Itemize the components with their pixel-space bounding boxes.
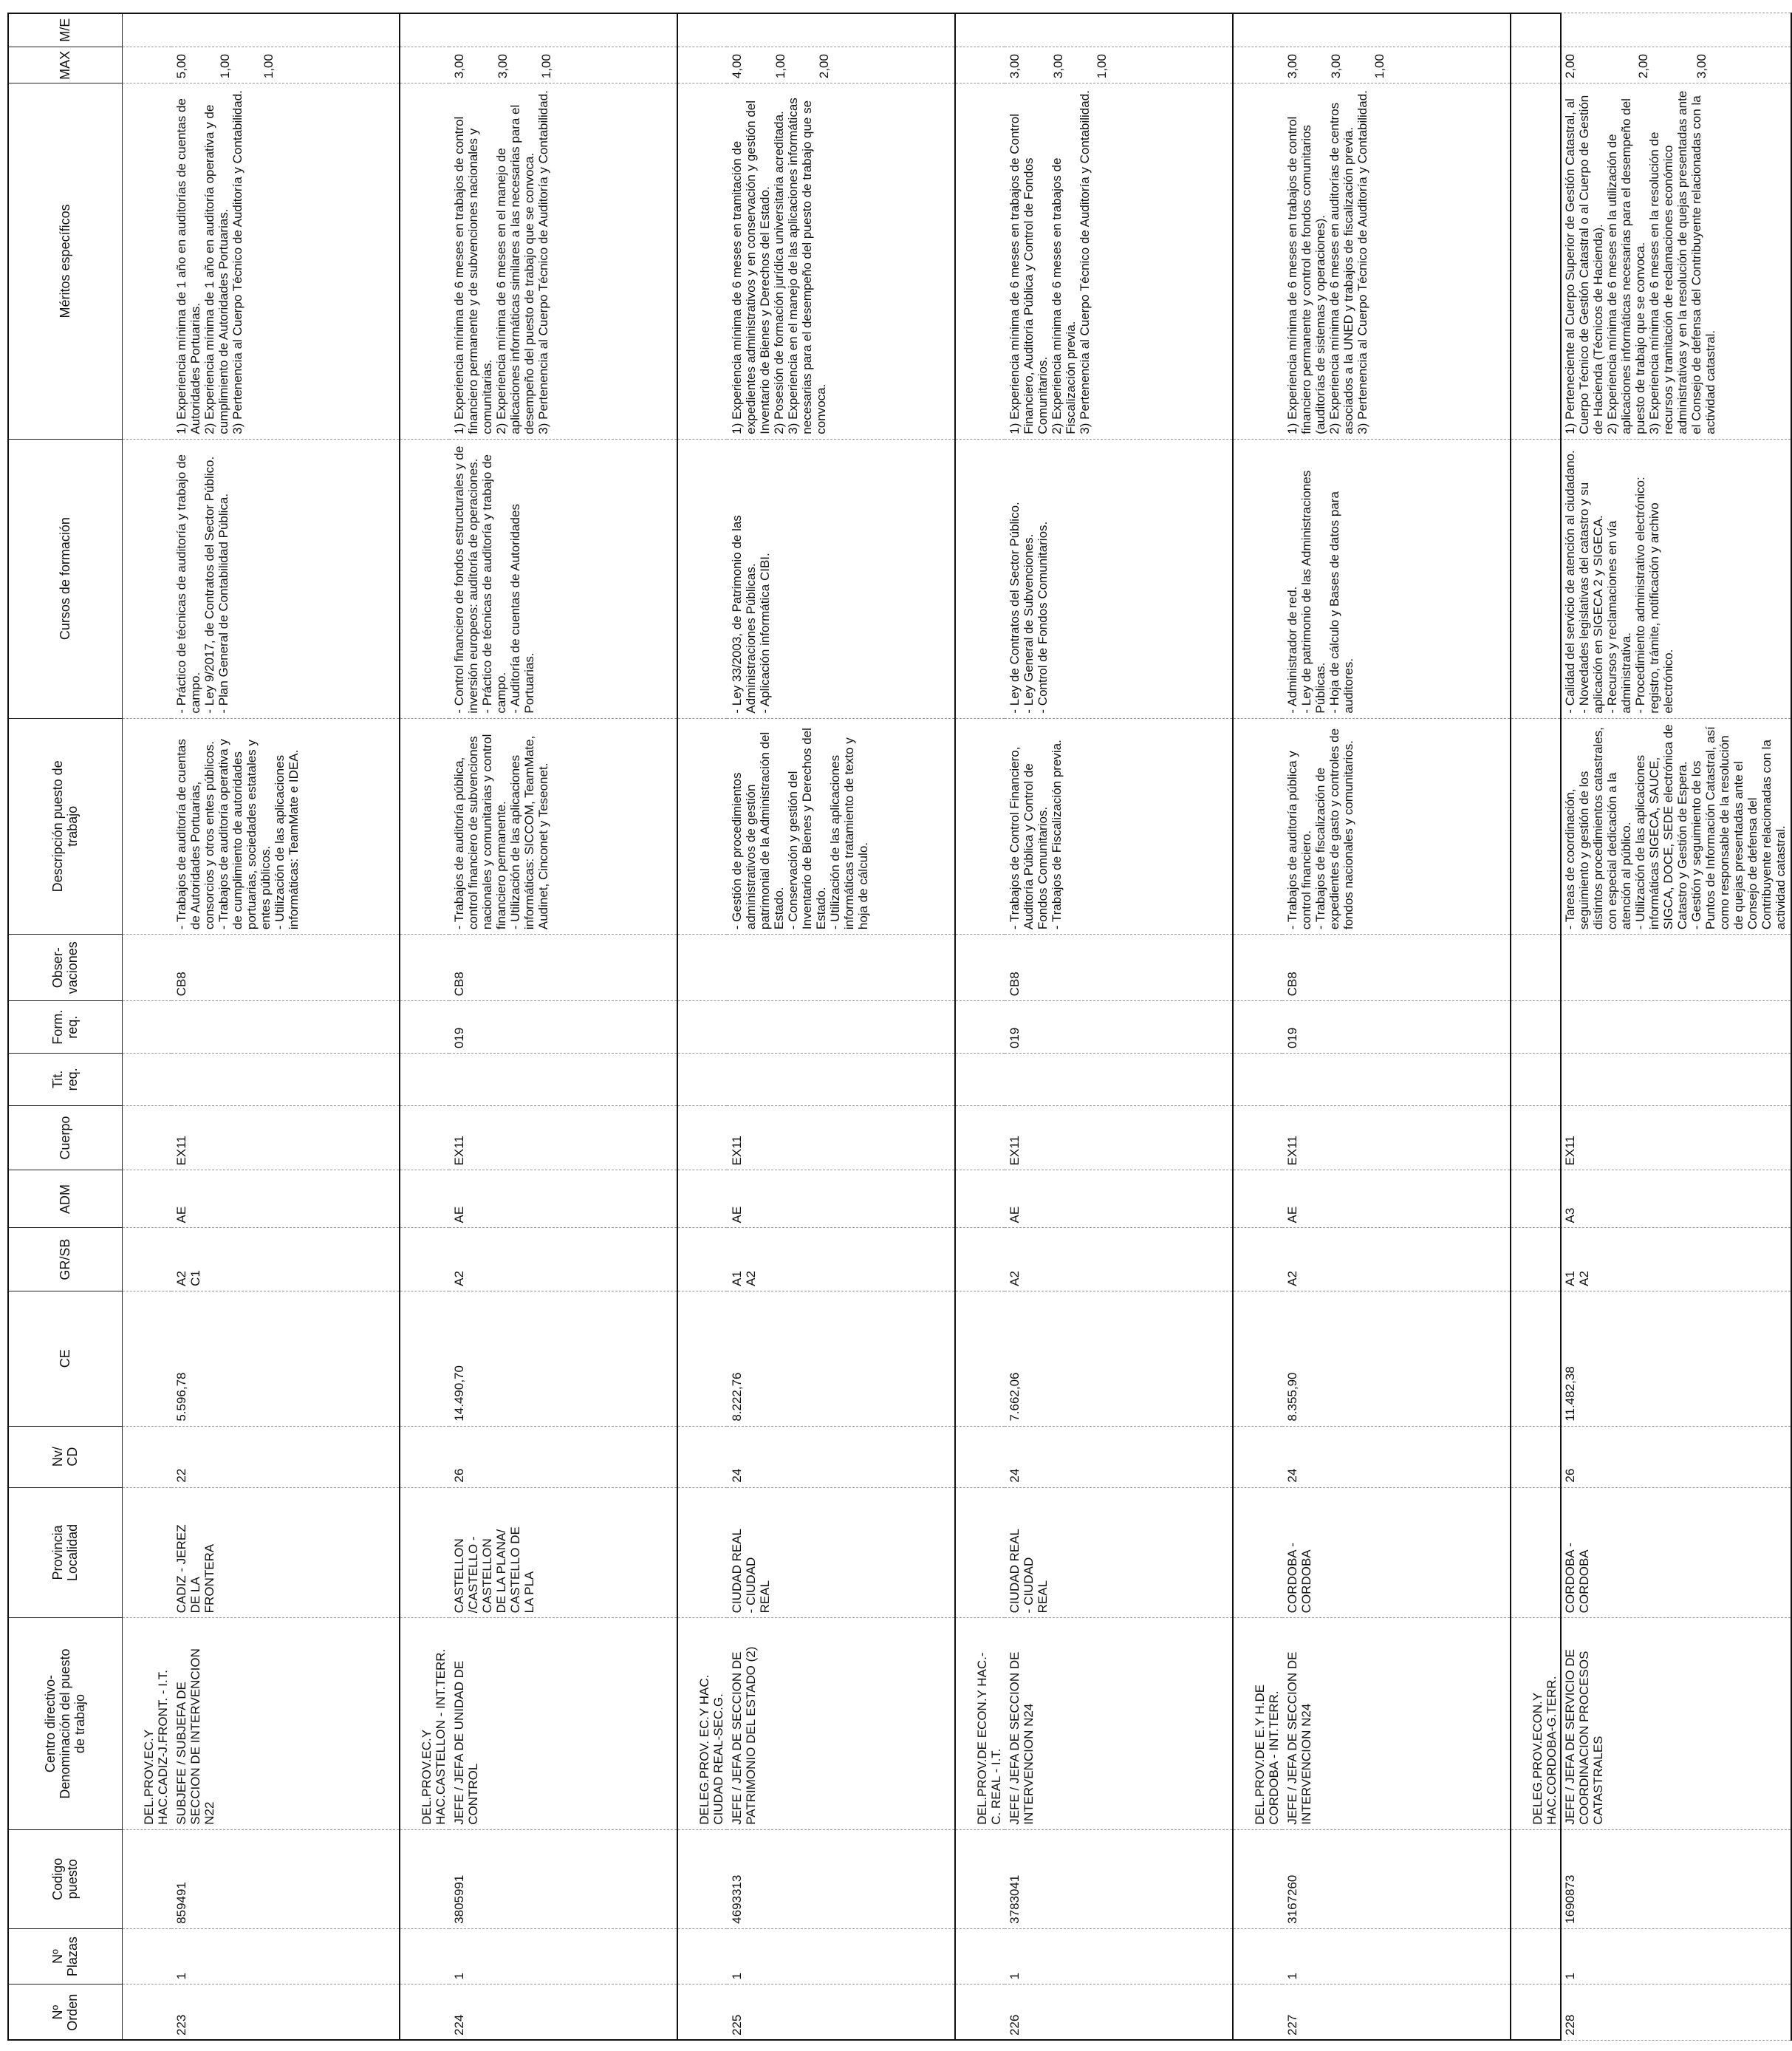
cell-provincia: CADIZ - JEREZ DE LA FRONTERA xyxy=(171,1487,400,1618)
cell-tit xyxy=(1005,1054,1233,1106)
header-meritos: Méritos específicos xyxy=(8,83,123,440)
cell-max xyxy=(1005,47,1233,83)
cell-adm: A3 xyxy=(1560,1170,1791,1228)
cell-cursos: - Control financiero de fondos estructurales y de inversión europeos: auditoría de operaciones. - Práctico de técnicas de auditoría y trabajo de campo. - Auditoría de cuentas de Autoridades Portuarias. xyxy=(449,439,677,718)
cell-plazas: 1 xyxy=(1005,1928,1233,1985)
cell-max xyxy=(727,47,955,83)
cell-nv: 26 xyxy=(1560,1426,1791,1487)
cell-obs: CB8 xyxy=(1005,935,1233,1001)
table-row xyxy=(171,13,400,2041)
cell-description: - Trabajos de auditoría de cuentas de Autoridades Portuarias, consorcios y otros entes públicos. - Trabajos de auditoría operativa y de cumplimiento de autoridades portuarias, sociedades estatales y entes públicos. - Utilización de las aplicaciones informáticas: TeamMate e IDEA. xyxy=(171,718,400,935)
max-value: 3,00 xyxy=(1008,54,1022,79)
cell-meritos: 1) Experiencia mínima de 6 meses en tramitación de expedientes administrativos y en conservación y gestión del Inventario de Bienes y Derechos del Estado. 2) Posesión de formación jurídica universitaria acreditada. 3) Experiencia en el manejo de las aplicaciones informáticas necesarias para el desempeño del puesto de trabajo que se convoca. xyxy=(727,83,955,440)
group-title: DEL.PROV.DE ECON.Y HAC.- C. REAL - I.T. xyxy=(955,1618,1005,1829)
cell-nv: 26 xyxy=(449,1426,677,1487)
header-gr: GR/SB xyxy=(8,1228,123,1291)
cell-plazas: 1 xyxy=(727,1928,955,1985)
cell-tit xyxy=(727,1054,955,1106)
cell-max xyxy=(171,47,400,83)
max-value: 3,00 xyxy=(452,54,466,79)
header-form: Form. req. xyxy=(8,1001,123,1054)
table-row xyxy=(1282,13,1511,2041)
max-value: 4,00 xyxy=(730,54,744,79)
cell-cuerpo: EX11 xyxy=(1005,1105,1233,1170)
group-title-row xyxy=(1511,13,1560,2041)
cell-me xyxy=(171,13,400,47)
cell-meritos: 1) Experiencia mínima de 6 meses en trabajos de Control Financiero, Auditoría Pública y Control de Fondos Comunitarios. 2) Experiencia mínima de 6 meses en trabajos de Fiscalización previa. 3) Pertenencia al Cuerpo Técnico de Auditoría y Contabilidad. xyxy=(1005,83,1233,440)
group-title-row xyxy=(677,13,727,2041)
cell-orden: 227 xyxy=(1282,1985,1511,2041)
cell-plazas: 1 xyxy=(1560,1928,1791,1985)
cell-adm: AE xyxy=(449,1170,677,1228)
cell-form: 019 xyxy=(1005,1001,1233,1054)
cell-me xyxy=(449,13,677,47)
header-obs: Obser- vaciones xyxy=(8,935,123,1001)
cell-obs: CB8 xyxy=(449,935,677,1001)
cell-codigo: 4693313 xyxy=(727,1829,955,1928)
cell-centro: JEFE / JEFA DE SECCION DE INTERVENCION N24 xyxy=(1282,1618,1511,1829)
cell-nv: 24 xyxy=(1005,1426,1233,1487)
cell-me xyxy=(1282,13,1511,47)
header-ce: CE xyxy=(8,1291,123,1426)
header-max: MAX xyxy=(8,47,123,83)
group-title: DELEG.PROV.ECON.Y HAC.CORDOBA-G.TERR. xyxy=(1511,1618,1560,1829)
cell-nv: 24 xyxy=(727,1426,955,1487)
cell-orden: 225 xyxy=(727,1985,955,2041)
cell-provincia: CORDOBA - CORDOBA xyxy=(1282,1487,1511,1618)
cell-ce: 5.596,78 xyxy=(171,1291,400,1426)
cell-meritos: 1) Perteneciente al Cuerpo Superior de Gestión Catastral, al Cuerpo Técnico de Gestión Catastral o al Cuerpo de Gestión de Hacienda (Técnicos de Hacienda). 2) Experiencia mínima de 6 meses en la utilización de aplicaciones informáticas necesarias para el desempeño del puesto de trabajo que se convoca. 3) Experiencia mínima de 6 meses en la resolución de recursos y tramitación de reclamaciones económico administrativas y en la resolución de quejas presentadas ante el Consejo de defensa del Contribuyente relacionadas con la actividad catastral. xyxy=(1560,83,1791,440)
cell-me xyxy=(1560,13,1791,47)
header-adm: ADM xyxy=(8,1170,123,1228)
cell-tit xyxy=(1560,1054,1791,1106)
cell-orden: 223 xyxy=(171,1985,400,2041)
cell-adm: AE xyxy=(727,1170,955,1228)
cell-provincia: CORDOBA - CORDOBA xyxy=(1560,1487,1791,1618)
cell-obs xyxy=(1560,935,1791,1001)
cell-codigo: 3783041 xyxy=(1005,1829,1233,1928)
cell-gr: A2 C1 xyxy=(171,1228,400,1291)
cell-cursos: - Ley 33/2003, de Patrimonio de las Administraciones Públicas. - Aplicación informática CIBI. xyxy=(727,439,955,718)
table-row xyxy=(727,13,955,2041)
header-cuerpo: Cuerpo xyxy=(8,1105,123,1170)
max-value: 3,00 xyxy=(1051,54,1065,79)
cell-ce: 8.222,76 xyxy=(727,1291,955,1426)
max-value: 2,00 xyxy=(817,54,831,79)
cell-me xyxy=(727,13,955,47)
cell-obs: CB8 xyxy=(171,935,400,1001)
cell-form xyxy=(171,1001,400,1054)
group-title: DELEG.PROV. EC.Y HAC. CIUDAD REAL-SEC.G. xyxy=(677,1618,727,1829)
header-row xyxy=(8,13,123,2041)
cell-tit xyxy=(1282,1054,1511,1106)
group-title: DEL.PROV.EC.Y HAC.CADIZ-J.FRONT. - I.T. xyxy=(123,1618,172,1829)
table-row xyxy=(449,13,677,2041)
cell-cuerpo: EX11 xyxy=(727,1105,955,1170)
cell-cursos: - Calidad del servicio de atención al ciudadano. - Novedades legislativas del catastro y su aplicación en SIGECA 2 y SIGECA. - Recursos y reclamaciones en vía administrativa. - Procedimiento administrativo electrónico: registro, trámite, notificación y archivo electrónico. xyxy=(1560,439,1791,718)
cell-max xyxy=(1560,47,1791,83)
cell-orden: 226 xyxy=(1005,1985,1233,2041)
cell-centro: JEFE / JEFA DE UNIDAD DE CONTROL xyxy=(449,1618,677,1829)
cell-cuerpo: EX11 xyxy=(1282,1105,1511,1170)
group-title: DEL.PROV.EC.Y HAC.CASTELLON - INT.TERR. xyxy=(400,1618,449,1829)
header-nv: Nv/ CD xyxy=(8,1426,123,1487)
cell-gr: A2 xyxy=(1005,1228,1233,1291)
cell-centro: JEFE / JEFA DE SERVICIO DE COORDINACION PROCESOS CATASTRALES xyxy=(1560,1618,1791,1829)
cell-meritos: 1) Experiencia mínima de 6 meses en trabajos de control financiero permanente y de subvenciones nacionales y comunitarias. 2) Experiencia mínima de 6 meses en el manejo de aplicaciones informáticas similares a las necesarias para el desempeño del puesto de trabajo que se convoca. 3) Pertenencia al Cuerpo Técnico de Auditoría y Contabilidad. xyxy=(449,83,677,440)
cell-description: - Trabajos de auditoría pública y control financiero. - Trabajos de fiscalización de expedientes de gasto y controles de fondos nacionales y comunitarios. xyxy=(1282,718,1511,935)
cell-form xyxy=(1560,1001,1791,1054)
table-body xyxy=(123,13,1792,2041)
cell-codigo: 3167260 xyxy=(1282,1829,1511,1928)
cell-description: - Trabajos de Control Financiero, Auditoría Pública y Control de Fondos Comunitarios. - Trabajos de Fiscalización previa. xyxy=(1005,718,1233,935)
cell-description: - Trabajos de auditoría pública, control financiero de subvenciones nacionales y comunitarias y control financiero permanente. - Utilización de las aplicaciones informáticas: SICCOM, TeamMate, Audinet, Cinconet y Teseonet. xyxy=(449,718,677,935)
cell-codigo: 1690873 xyxy=(1560,1829,1791,1928)
cell-cursos: - Administrador de red. - Ley de patrimonio de las Administraciones Públicas. - Hoja de cálculo y Bases de datos para auditores. xyxy=(1282,439,1511,718)
header-cursos: Cursos de formación xyxy=(8,439,123,718)
cell-gr: A2 xyxy=(1282,1228,1511,1291)
cell-orden: 228 xyxy=(1560,1985,1791,2041)
header-provincia: Provincia Localidad xyxy=(8,1487,123,1618)
group-title-row xyxy=(1233,13,1282,2041)
cell-form xyxy=(727,1001,955,1054)
cell-provincia: CIUDAD REAL - CIUDAD REAL xyxy=(727,1487,955,1618)
cell-centro: JEFE / JEFA DE SECCION DE PATRIMONIO DEL ESTADO (2) xyxy=(727,1618,955,1829)
max-value: 1,00 xyxy=(218,54,232,79)
table-row xyxy=(1005,13,1233,2041)
cell-nv: 22 xyxy=(171,1426,400,1487)
header-orden: Nº Orden xyxy=(8,1985,123,2041)
header-centro: Centro directivo- Denominación del puesto de trabajo xyxy=(8,1618,123,1829)
cell-description: - Tareas de coordinación, seguimiento y gestión de los distintos procedimientos catastrales, con especial dedicación a la atención al público. - Utilización de las aplicaciones informáticas SIGECA, SAUCE, SIGCA, DOCE, SEDE electrónica de Catastro y Gestión de Espera. - Gestión y seguimiento de los Puntos de Información Catastral, así como responsable de la resolución de quejas presentadas ante el Consejo de defensa del Contribuyente relacionadas con la actividad catastral. xyxy=(1560,718,1791,935)
cell-meritos: 1) Experiencia mínima de 1 año en auditorías de cuentas de Autoridades Portuarias. 2) Experiencia mínima de 1 año en auditoría operativa y de cumplimiento de Autoridades Portuarias. 3) Pertenencia al Cuerpo Técnico de Auditoría y Contabilidad. xyxy=(171,83,400,440)
cell-adm: AE xyxy=(1282,1170,1511,1228)
cell-gr: A1 A2 xyxy=(1560,1228,1791,1291)
cell-nv: 24 xyxy=(1282,1426,1511,1487)
cell-description: - Gestión de procedimientos administrativos de gestión patrimonial de la Administración del Estado. - Conservación y gestión del Inventario de Bienes y Derechos del Estado. - Utilización de las aplicaciones informáticas tratamiento de texto y hoja de cálculo. xyxy=(727,718,955,935)
max-value: 1,00 xyxy=(1372,54,1386,79)
cell-adm: AE xyxy=(1005,1170,1233,1228)
cell-plazas: 1 xyxy=(1282,1928,1511,1985)
header-desc: Descripción puesto de trabajo xyxy=(8,718,123,935)
cell-max xyxy=(1282,47,1511,83)
cell-me xyxy=(1005,13,1233,47)
cell-obs: CB8 xyxy=(1282,935,1511,1001)
cell-codigo: 859491 xyxy=(171,1829,400,1928)
cell-cuerpo: EX11 xyxy=(171,1105,400,1170)
max-value: 1,00 xyxy=(261,54,276,79)
header-tit: Tit. req. xyxy=(8,1054,123,1106)
group-title-row xyxy=(123,13,172,2041)
max-value: 1,00 xyxy=(1095,54,1109,79)
cell-gr: A2 xyxy=(449,1228,677,1291)
cell-cursos: - Práctico de técnicas de auditoría y trabajo de campo. - Ley 9/2017, de Contratos del Sector Público. - Plan General de Contabilidad Pública. xyxy=(171,439,400,718)
cell-cuerpo: EX11 xyxy=(1560,1105,1791,1170)
header-codigo: Codigo puesto xyxy=(8,1829,123,1928)
table-row xyxy=(1560,13,1791,2041)
header-me: M/E xyxy=(8,13,123,47)
cell-gr: A1 A2 xyxy=(727,1228,955,1291)
cell-max xyxy=(449,47,677,83)
cell-ce: 14.490,70 xyxy=(449,1291,677,1426)
cell-ce: 11.482,38 xyxy=(1560,1291,1791,1426)
cell-form: 019 xyxy=(1282,1001,1511,1054)
cell-codigo: 3805991 xyxy=(449,1829,677,1928)
cell-provincia: CIUDAD REAL - CIUDAD REAL xyxy=(1005,1487,1233,1618)
group-title-row xyxy=(400,13,449,2041)
max-value: 1,00 xyxy=(539,54,553,79)
max-value: 2,00 xyxy=(1563,54,1577,79)
cell-plazas: 1 xyxy=(171,1928,400,1985)
cell-cuerpo: EX11 xyxy=(449,1105,677,1170)
cell-meritos: 1) Experiencia mínima de 6 meses en trabajos de control financiero permanente y control de fondos comunitarios (auditorías de sistemas y operaciones). 2) Experiencia mínima de 6 meses en auditorías de centros asociados a la UNED y trabajos de fiscalización previa. 3) Pertenencia al Cuerpo Técnico de Auditoría y Contabilidad. xyxy=(1282,83,1511,440)
cell-provincia: CASTELLON /CASTELLO - CASTELLON DE LA PLANA/ CASTELLO DE LA PLA xyxy=(449,1487,677,1618)
max-value: 3,00 xyxy=(1694,54,1709,79)
cell-obs xyxy=(727,935,955,1001)
header-plazas: Nº Plazas xyxy=(8,1928,123,1985)
cell-form: 019 xyxy=(449,1001,677,1054)
cell-orden: 224 xyxy=(449,1985,677,2041)
cell-ce: 7.662,06 xyxy=(1005,1291,1233,1426)
max-value: 2,00 xyxy=(1636,54,1650,79)
group-title-row xyxy=(955,13,1005,2041)
max-value: 3,00 xyxy=(1285,54,1299,79)
max-value: 1,00 xyxy=(773,54,787,79)
max-value: 3,00 xyxy=(1329,54,1343,79)
cell-tit xyxy=(171,1054,400,1106)
cell-plazas: 1 xyxy=(449,1928,677,1985)
max-value: 5,00 xyxy=(174,54,188,79)
cell-adm: AE xyxy=(171,1170,400,1228)
cell-cursos: - Ley de Contratos del Sector Público. - Ley General de Subvenciones. - Control de Fondos Comunitarios. xyxy=(1005,439,1233,718)
max-value: 3,00 xyxy=(496,54,510,79)
cell-ce: 8.355,90 xyxy=(1282,1291,1511,1426)
cell-centro: JEFE / JEFA DE SECCION DE INTERVENCION N24 xyxy=(1005,1618,1233,1829)
vacancies-table xyxy=(7,13,1792,2041)
cell-centro: SUBJEFE / SUBJEFA DE SECCION DE INTERVENCION N22 xyxy=(171,1618,400,1829)
group-title: DEL.PROV.DE E.Y H.DE CORDOBA - INT.TERR. xyxy=(1233,1618,1282,1829)
cell-tit xyxy=(449,1054,677,1106)
